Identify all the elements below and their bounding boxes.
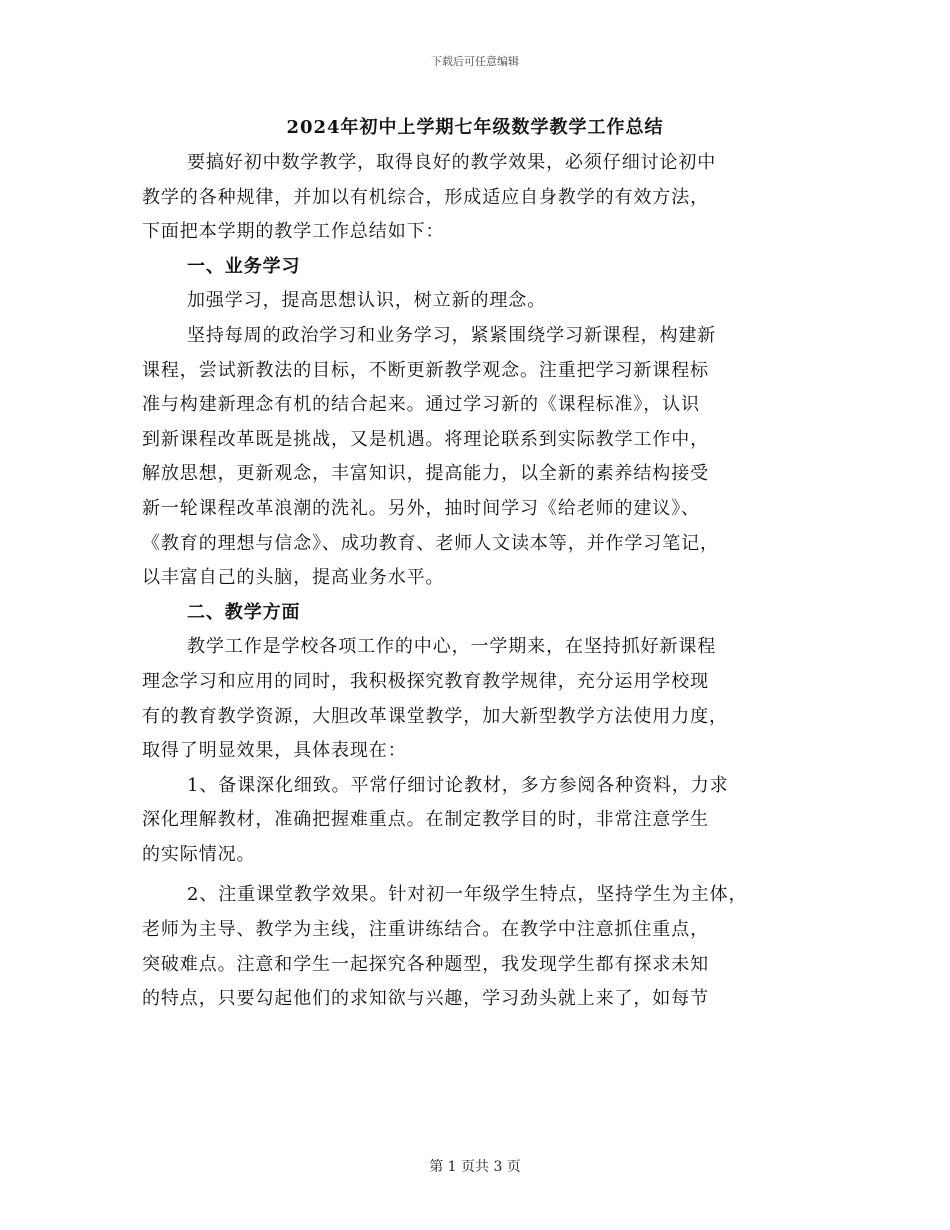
paragraph-line: 取得了明显效果，具体表现在：: [142, 740, 407, 762]
paragraph-line: 1、备课深化细致。平常仔细讨论教材，多方参阅各种资料，力求: [187, 774, 729, 796]
paragraph-line: 要搞好初中数学教学，取得良好的教学效果，必须仔细讨论初中: [187, 152, 717, 173]
paragraph-line: 课程，尝试新教法的目标，不断更新教学观念。注重把学习新课程标: [142, 359, 709, 381]
document-body: [142, 146, 822, 1017]
paragraph-line: 突破难点。注意和学生一起探究各种题型，我发现学生都有探求未知: [142, 953, 709, 975]
paragraph-line: 解放思想，更新观念，丰富知识，提高能力，以全新的素养结构接受: [142, 463, 709, 485]
paragraph-line: 加强学习，提高思想认识，树立新的理念。: [187, 290, 547, 312]
section-heading: 二、教学方面: [187, 601, 301, 623]
paragraph-line: 《教育的理想与信念》、成功教育、老师人文读本等，并作学习笔记，: [142, 532, 719, 554]
paragraph-line: 教学工作是学校各项工作的中心，一学期来，在坚持抓好新课程: [187, 636, 717, 658]
paragraph-line: 2、注重课堂教学效果。针对初一年级学生特点，坚持学生为主体，: [187, 884, 748, 906]
section-heading: 一、业务学习: [187, 255, 301, 277]
paragraph-line: 坚持每周的政治学习和业务学习，紧紧围绕学习新课程，构建新: [187, 324, 717, 346]
paragraph-line: 下面把本学期的教学工作总结如下：: [142, 221, 445, 243]
paragraph-line: 老师为主导、教学为主线，注重讲练结合。在教学中注意抓住重点，: [142, 919, 709, 941]
page-header-note: 下载后可任意编辑: [431, 55, 519, 68]
paragraph-line: 以丰富自己的头脑，提高业务水平。: [142, 567, 445, 589]
paragraph-line: 新一轮课程改革浪潮的洗礼。另外，抽时间学习《给老师的建议》、: [142, 497, 700, 519]
page-number: 第 1 页共 3 页: [429, 1159, 521, 1175]
paragraph-line: 理念学习和应用的同时，我积极探究教育教学规律，充分运用学校现: [142, 670, 709, 692]
document-title: 2024年初中上学期七年级数学教学工作总结: [286, 117, 664, 138]
paragraph-line: 深化理解教材，准确把握难重点。在制定教学目的时，非常注意学生: [142, 809, 709, 831]
paragraph-line: 准与构建新理念有机的结合起来。通过学习新的《课程标准》，认识: [142, 394, 700, 416]
paragraph-line: 有的教育教学资源，大胆改革课堂教学，加大新型教学方法使用力度，: [142, 705, 728, 727]
paragraph-line: 到新课程改革既是挑战，又是机遇。将理论联系到实际教学工作中，: [142, 428, 709, 450]
paragraph-line: 的特点，只要勾起他们的求知欲与兴趣，学习劲头就上来了，如每节: [142, 988, 709, 1010]
paragraph-line: 的实际情况。: [142, 843, 256, 865]
paragraph-line: 教学的各种规律，并加以有机综合，形成适应自身教学的有效方法，: [142, 186, 709, 208]
